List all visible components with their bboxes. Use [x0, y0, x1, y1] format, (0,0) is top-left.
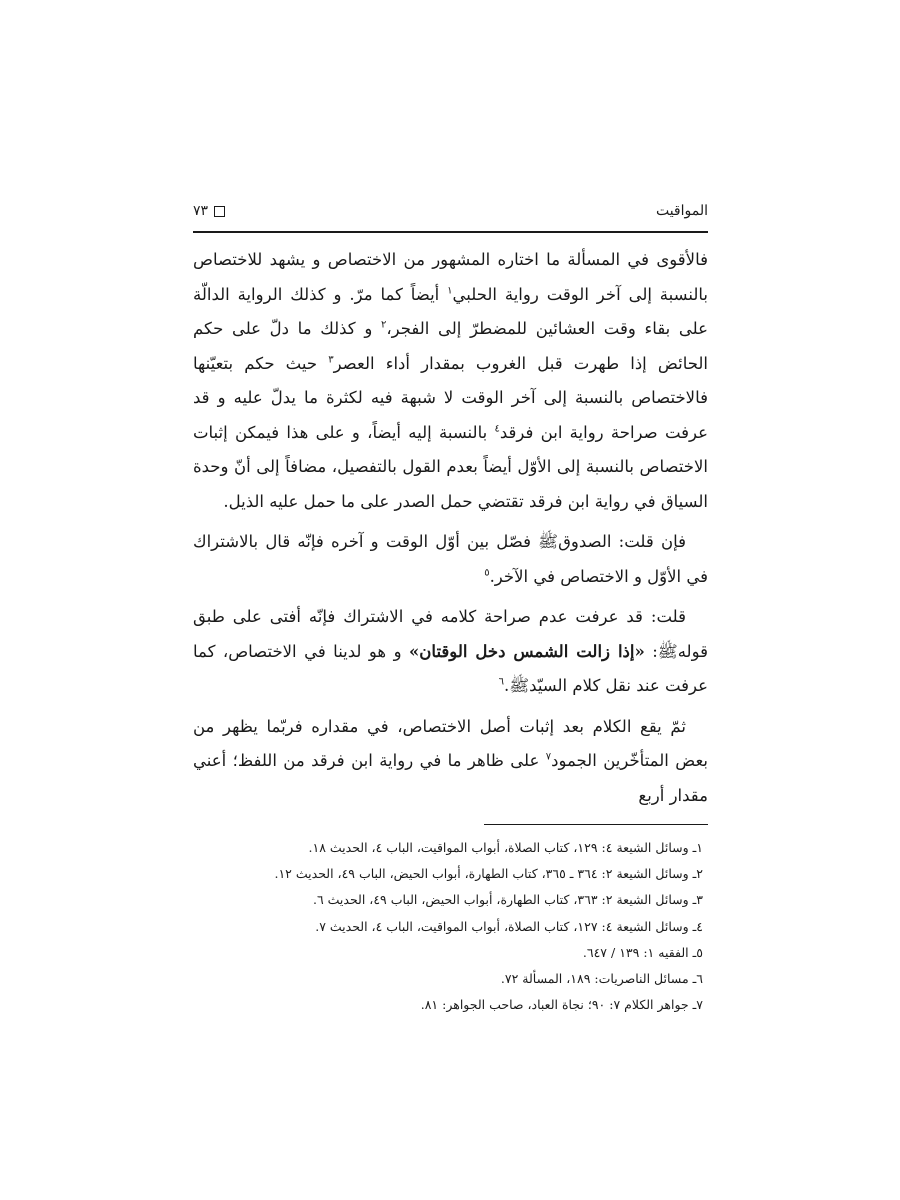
text-span: حيث حكم بتعيّنها فالاختصاص بالنسبة إلى آخر الوقت لا شبهة فيه لكثرة ما يدلّ عليه و قد عرفت صراحة رواية ابن فرقد	[193, 353, 708, 442]
text-span: على ظاهر ما في رواية ابن فرقد من اللفظ؛ أعني مقدار أربع	[193, 751, 708, 805]
footnote-ref: ٦	[498, 676, 504, 688]
paragraph-3	[193, 600, 708, 704]
text-span: ثمّ يقع الكلام بعد إثبات أصل الاختصاص، في مقداره فربّما يظهر من بعض المتأخّرين الجمود	[193, 716, 708, 770]
hadith-quote: «إذا زالت الشمس دخل الوقتان»	[408, 641, 645, 661]
page-header	[193, 198, 708, 224]
text-span: بالنسبة إليه أيضاً، و على هذا فيمكن إثبات الاختصاص بالنسبة إلى الأوّل أيضاً بعدم القول بالتفصيل، مضافاً إلى أنّ وحدة السياق في رواية ابن فرقد تقتضي حمل الصدر على ما حمل عليه الذيل.	[193, 422, 708, 511]
footnote-ref: ٥	[484, 567, 490, 578]
footnote-ref: ٢	[380, 319, 387, 331]
footnotes	[193, 835, 703, 1018]
footnote-separator	[484, 824, 708, 825]
footnote-ref: ٣	[328, 354, 334, 365]
page-number: ٧٣	[193, 203, 209, 219]
text-span: قلت: قد عرفت عدم صراحة كلامه في الاشتراك فإنّه أفتى على طبق قولهﷺ:	[193, 607, 708, 661]
footnote-ref: ٧	[545, 751, 552, 763]
footnote-5: ٥ـ الفقيه ١: ١٣٩ / ٦٤٧.	[582, 944, 703, 960]
footnote-1: ١ـ وسائل الشيعة ٤: ١٢٩، كتاب الصلاة، أبواب المواقيت، الباب ٤، الحديث ١٨.	[308, 840, 703, 855]
main-text	[193, 243, 708, 813]
square-ornament-icon	[214, 206, 225, 217]
footnote-ref: ٤	[494, 423, 500, 434]
text-span: و هو لدينا في الاختصاص، كما عرفت عند نقل كلام السيّدﷺ.	[193, 641, 708, 695]
footnote-6: ٦ـ مسائل الناصريات: ١٨٩، المسألة ٧٢.	[500, 971, 703, 987]
paragraph-1	[193, 243, 708, 519]
header-rule	[193, 231, 708, 233]
paragraph-4	[193, 710, 708, 814]
footnote-4: ٤ـ وسائل الشيعة ٤: ١٢٧، كتاب الصلاة، أبواب المواقيت، الباب ٤، الحديث ٧.	[315, 918, 703, 934]
text-span: فإن قلت: الصدوقﷺ فصّل بين أوّل الوقت و آخره فإنّه قال بالاشتراك في الأوّل و الاختصاص في الآخر.	[193, 532, 708, 586]
text-span: أيضاً كما مرّ. و كذلك الرواية الدالّة على بقاء وقت العشائين للمضطرّ إلى الفجر،	[193, 284, 708, 338]
text-span: و كذلك ما دلّ على حكم الحائض إذا طهرت قبل الغروب بمقدار أداء العصر	[193, 319, 708, 373]
footnote-3: ٣ـ وسائل الشيعة ٢: ٣٦٣، كتاب الطهارة، أبواب الحيض، الباب ٤٩، الحديث ٦.	[312, 892, 703, 908]
page-number-group	[193, 203, 225, 219]
footnote-7: ٧ـ جواهر الكلام ٧: ٩٠؛ نجاة العباد، صاحب الجواهر: ٨١.	[420, 997, 703, 1013]
footnote-ref: ١	[447, 285, 453, 296]
running-title: المواقيت	[655, 203, 708, 219]
footnote-2: ٢ـ وسائل الشيعة ٢: ٣٦٤ ـ ٣٦٥، كتاب الطهارة، أبواب الحيض، الباب ٤٩، الحديث ١٢.	[274, 866, 703, 882]
text-span: فالأقوى في المسألة ما اختاره المشهور من الاختصاص و يشهد للاختصاص بالنسبة إلى آخر الوقت رواية الحلبي	[193, 250, 709, 304]
paragraph-2	[193, 525, 708, 594]
